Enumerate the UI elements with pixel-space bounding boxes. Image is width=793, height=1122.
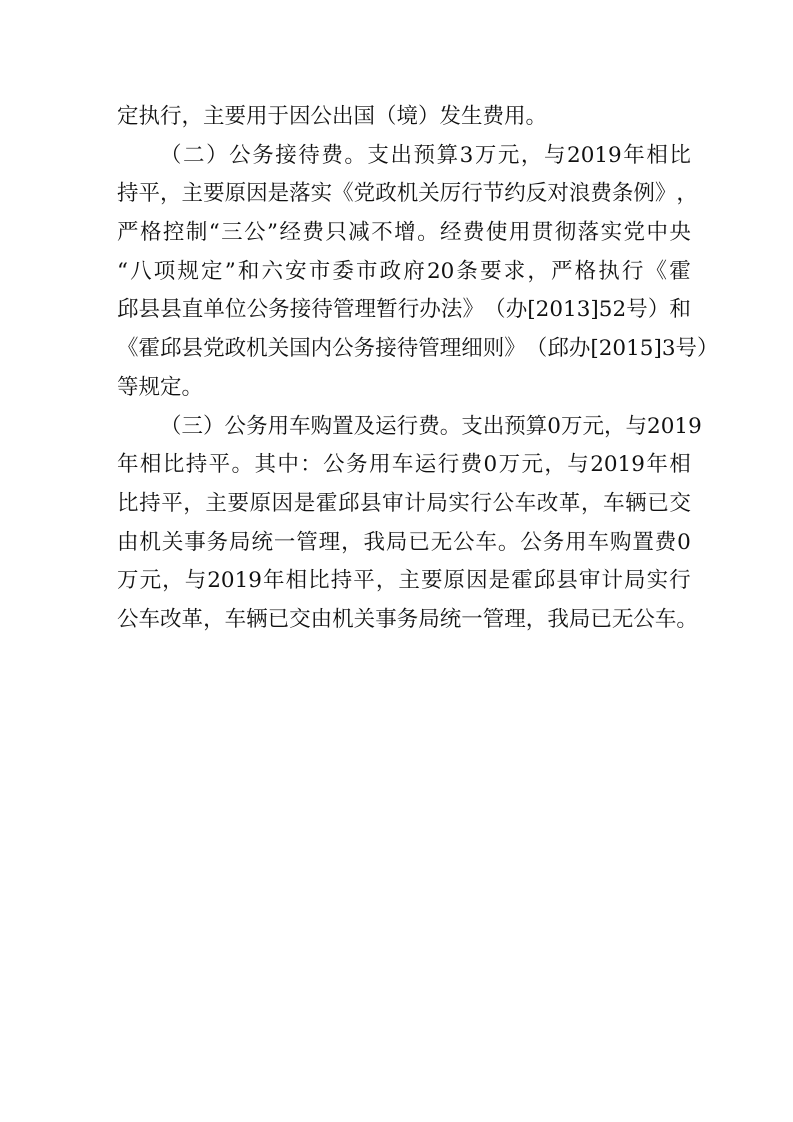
text-line: （ 三 ） 公 务 用 车 购 置 及 运 行 费 。 支 出 预 算 0 万 元 ， 与 2019 bbox=[160, 413, 702, 439]
text-line: 《 霍 邱 县 党 政 机 关 国 内 公 务 接 待 管 理 细 则 》 （ 邱 办 [2015]3 号 ） bbox=[117, 336, 719, 362]
text-line: 年 相 比 持 平 。 其 中 ： 公 务 用 车 运 行 费 0 万 元 ， 与 2019 年 相 bbox=[117, 452, 691, 478]
text-line: 邱 县 县 直 单 位 公 务 接 待 管 理 暂 行 办 法 》 （ 办 [2013]52 号 ） 和 bbox=[117, 297, 691, 323]
text-line: （ 二 ） 公 务 接 待 费 。 支 出 预 算 3 万 元 ， 与 2019 年 相 比 bbox=[160, 142, 691, 168]
text-line: “ 八 项 规 定 ” 和 六 安 市 委 市 政 府 20 条 要 求 ， 严 格 执 行 《 霍 bbox=[117, 258, 691, 284]
text-line: 比 持 平 ， 主 要 原 因 是 霍 邱 县 审 计 局 实 行 公 车 改 革 ， 车 辆 已 交 bbox=[117, 490, 691, 516]
text-line: 公 车 改 革 ， 车 辆 已 交 由 机 关 事 务 局 统 一 管 理 ， 我 局 已 无 公 车 。 bbox=[117, 606, 698, 632]
text-line: 严 格 控 制 “ 三 公 ” 经 费 只 减 不 增 。 经 费 使 用 贯 彻 落 实 党 中 央 bbox=[117, 220, 691, 246]
text-line: 持 平 ， 主 要 原 因 是 落 实 《 党 政 机 关 厉 行 节 约 反 对 浪 费 条 例 》 ， bbox=[117, 181, 698, 207]
text-line: 万 元 ， 与 2019 年 相 比 持 平 ， 主 要 原 因 是 霍 邱 县 审 计 局 实 行 bbox=[117, 568, 691, 594]
text-line: 等规定。 bbox=[117, 374, 204, 400]
text-line: 定执行，主要用于因公出国（境）发生费用。 bbox=[117, 104, 548, 129]
document-body bbox=[117, 98, 719, 640]
text-line: 由 机 关 事 务 局 统 一 管 理 ， 我 局 已 无 公 车 。 公 务 用 车 购 置 费 0 bbox=[117, 529, 691, 555]
